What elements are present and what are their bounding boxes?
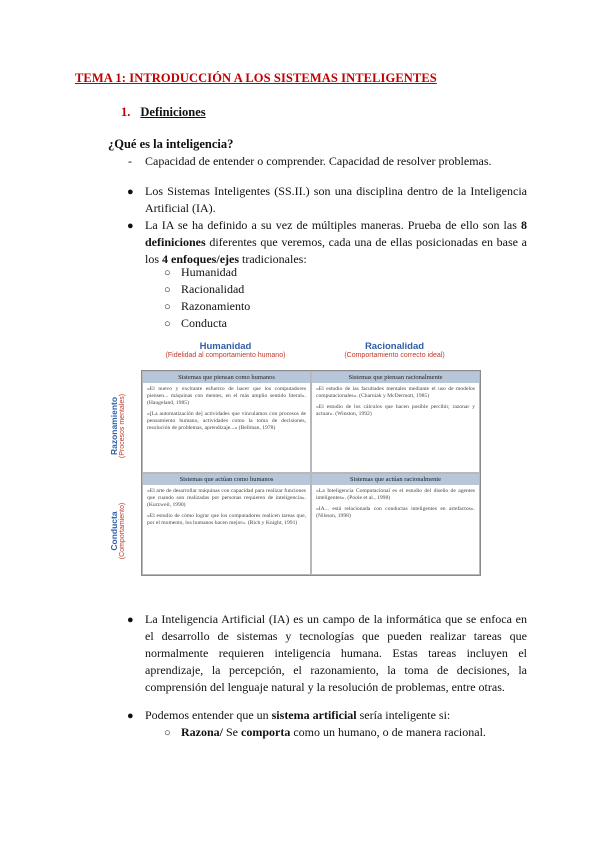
bullet-icon: ●: [127, 710, 134, 722]
cell-header: Sistemas que piensan racionalmente: [312, 372, 479, 383]
cell-header: Sistemas que piensan como humanos: [143, 372, 310, 383]
list-item-enfoque: ○ Razonamiento: [164, 298, 250, 316]
circle-bullet-icon: ○: [164, 267, 171, 279]
circle-bullet-icon: ○: [164, 284, 171, 296]
cell-think-human: [142, 371, 311, 473]
cell-quote: «El nuevo y excitante esfuerzo de hacer que los computadores piensen... máquinas con mentes, en el más amplio sentido literal». (Haugeland, 1985): [147, 386, 306, 406]
cell-quote: «[La automatización de] actividades que vinculamos con procesos de pensamiento humano, actividades como la toma de decisiones, resolución de problemas, aprendizaje...» (Bellman, 1978): [147, 411, 306, 431]
cell-quote: «El arte de desarrollar máquinas con capacidad para realizar funciones que cuando son realizadas por personas requieren de inteligencia». (Kurzweil, 1990): [147, 488, 306, 508]
row-header-conducta: Conducta (Comportamiento): [109, 502, 126, 560]
cell-quote: «El estudio de las facultades mentales mediante el uso de modelos computacionales». (Charniak y McDermott, 1985): [316, 386, 475, 399]
cell-quote: «IA... está relacionada con conductas inteligentes en artefactos». (Nilsson, 1998): [316, 506, 475, 519]
section-label: Definiciones: [140, 105, 206, 119]
list-item-enfoque: ○ Conducta: [164, 315, 227, 333]
dash-marker: -: [128, 154, 132, 168]
cell-header: Sistemas que actúan como humanos: [143, 474, 310, 485]
cell-act-human: [142, 473, 311, 575]
circle-bullet-icon: ○: [164, 318, 171, 330]
cell-think-rational: [311, 371, 480, 473]
bullet-icon: ●: [127, 186, 134, 198]
definition-text: Capacidad de entender o comprender. Capacidad de resolver problemas.: [145, 154, 492, 168]
paragraph-definiciones: La IA se ha definido a su vez de múltiples maneras. Prueba de ello son las 8 definiciones diferentes que veremos, cada una de ellas posicionadas en base a los 4 enfoques/ejes tradicionales:: [145, 218, 527, 266]
paragraph-ssii: Los Sistemas Inteligentes (SS.II.) son una disciplina dentro de la Inteligencia Artificial (IA).: [145, 184, 527, 215]
definitions-grid: [141, 370, 481, 576]
bullet-icon: ●: [127, 614, 134, 626]
row-header-razonamiento: Razonamiento (Procesos mentales): [109, 393, 126, 459]
bullet-icon: ●: [127, 220, 134, 232]
list-item-enfoque: ○ Humanidad: [164, 264, 237, 282]
section-heading: [121, 105, 206, 120]
circle-bullet-icon: ○: [164, 301, 171, 313]
question-heading: ¿Qué es la inteligencia?: [108, 137, 234, 151]
circle-bullet-icon: ○: [164, 727, 171, 739]
cell-quote: «La Inteligencia Computacional es el estudio del diseño de agentes inteligentes». (Poole et al., 1998): [316, 488, 475, 501]
cell-act-rational: [311, 473, 480, 575]
list-item-enfoque: ○ Racionalidad: [164, 281, 244, 299]
list-item-condition: ○ Razona/ Se comporta como un humano, o de manera racional.: [164, 724, 486, 742]
column-header-racionalidad: Racionalidad (Comportamiento correcto ideal): [344, 341, 445, 359]
paragraph-ia-definition: La Inteligencia Artificial (IA) es un campo de la informática que se enfoca en el desarrollo de sistemas y tecnologías que pueden realizar tareas que normalmente requieren inteligencia humana. Estas tareas incluyen el aprendizaje, la percepción, el razonamiento, la toma de decisiones, la comprensión del lenguaje natural y la resolución de problemas, entre otras.: [145, 612, 527, 694]
cell-quote: «El estudio de los cálculos que hacen posible percibir, razonar y actuar». (Winston, 1992): [316, 404, 475, 417]
column-header-humanidad: Humanidad (Fidelidad al comportamiento humano): [165, 341, 286, 359]
ai-definitions-figure: [108, 338, 480, 576]
cell-quote: «El estudio de cómo lograr que los computadores realicen tareas que, por el momento, los humanos hacen mejor». (Rich y Knight, 1991): [147, 513, 306, 526]
paragraph-sistema-artificial: Podemos entender que un sistema artificial sería inteligente si:: [145, 708, 451, 722]
page-title: TEMA 1: INTRODUCCIÓN A LOS SISTEMAS INTELIGENTES: [75, 71, 437, 85]
section-number: 1.: [121, 105, 131, 119]
cell-header: Sistemas que actúan racionalmente: [312, 474, 479, 485]
